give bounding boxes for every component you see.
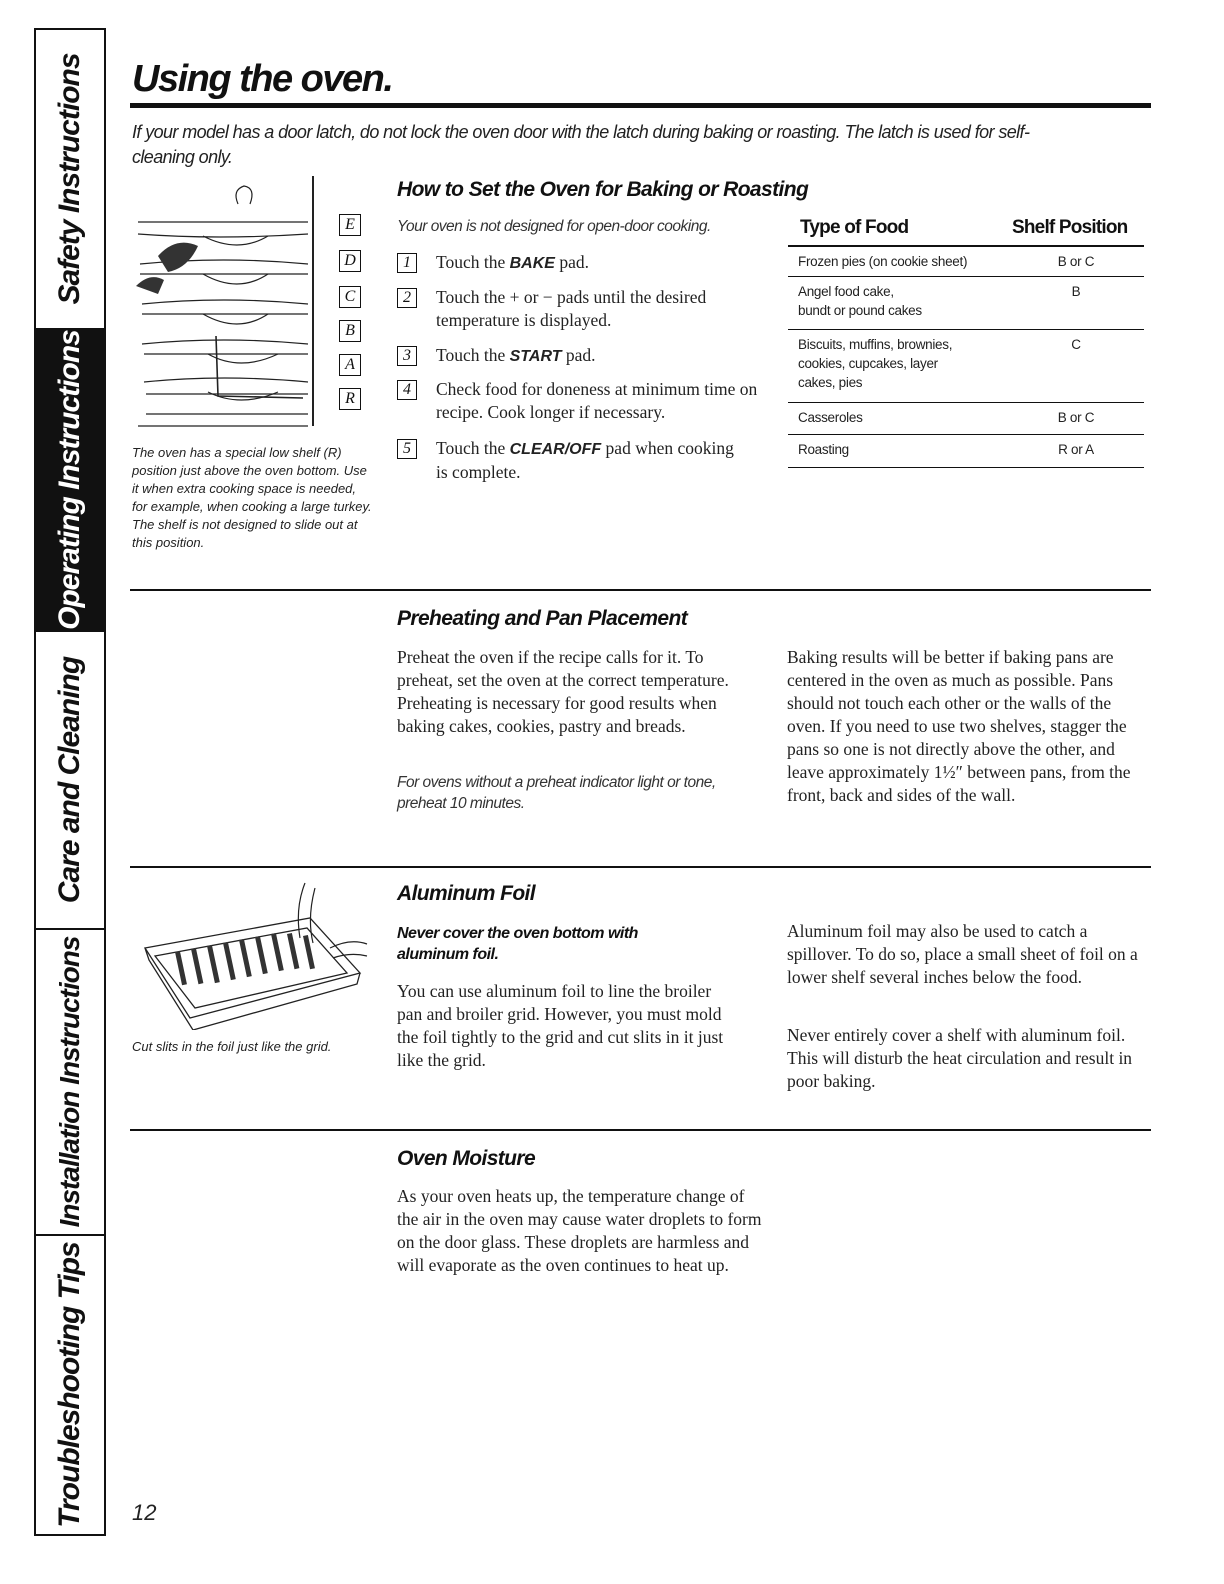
step-number: 1 [397, 253, 417, 273]
table-row: Angel food cake, bundt or pound cakes B [788, 277, 1144, 330]
shelf-letter-column [339, 214, 369, 414]
open-door-note: Your oven is not designed for open-door cooking. [397, 218, 711, 235]
shelf-letter-d: D [339, 250, 361, 272]
page-title: Using the oven. [132, 58, 393, 100]
section-divider [130, 589, 1151, 591]
foil-warning: Never cover the oven bottom with aluminum foil. [397, 925, 638, 963]
shelf-letter-b: B [339, 320, 361, 342]
tab-label: Care and Cleaning [53, 656, 86, 904]
moisture-heading: Oven Moisture [397, 1147, 536, 1170]
tab-operating-instructions[interactable] [36, 330, 104, 632]
table-row: Frozen pies (on cookie sheet) B or C [788, 247, 1144, 277]
tab-troubleshooting-tips[interactable] [36, 1236, 104, 1534]
tab-label: Operating Instructions [53, 330, 86, 630]
step-text: Touch the CLEAR/OFF pad when cooking is complete. [436, 438, 734, 482]
pan-placement-paragraph: Baking results will be better if baking pans are centered in the oven as much as possible. Pans should not touch each other or the walls of the oven. If you need to use two shelves, stagger the pans so one is not directly above the other, and leave approximately 1½″ between pans, from the front, back and sides of the wall. [787, 647, 1131, 805]
preheat-note: For ovens without a preheat indicator light or tone, preheat 10 minutes. [397, 774, 716, 812]
section-tab-bar [34, 28, 106, 1536]
page-number: 12 [132, 1500, 157, 1525]
header-shelf-position: Shelf Position [1012, 217, 1128, 238]
foil-paragraph-1: You can use aluminum foil to line the broiler pan and broiler grid. However, you must mold the foil tightly to the grid and cut slits in it just like the grid. [397, 981, 724, 1070]
step-text: Touch the + or − pads until the desired temperature is displayed. [436, 287, 707, 330]
tab-label: Safety Instructions [53, 53, 86, 305]
intro-text: If your model has a door latch, do not lock the oven door with the latch during baking or roasting. The latch is used for self-cleaning only. [132, 122, 1030, 167]
preheating-heading: Preheating and Pan Placement [397, 607, 688, 630]
tab-label: Installation Instructions [54, 936, 85, 1228]
tab-installation-instructions[interactable] [36, 930, 104, 1236]
preheating-paragraph: Preheat the oven if the recipe calls for it. To preheat, set the oven at the correct temperature. Preheating is necessary for good results when baking cakes, cookies, pastry and breads. [397, 647, 729, 736]
section-divider [130, 866, 1151, 868]
header-type-of-food: Type of Food [800, 217, 909, 238]
shelf-letter-e: E [339, 214, 361, 236]
step-number: 3 [397, 346, 417, 366]
moisture-paragraph: As your oven heats up, the temperature change of the air in the oven may cause water droplets to form on the door glass. These droplets are harmless and will evaporate as the oven continues to heat up. [397, 1186, 762, 1275]
step-number: 2 [397, 288, 417, 308]
shelf-letter-a: A [339, 354, 361, 376]
section-divider [130, 1129, 1151, 1131]
shelf-position-table [788, 215, 1144, 468]
shelf-letter-c: C [339, 286, 361, 308]
shelf-figure-caption: The oven has a special low shelf (R) position just above the oven bottom. Use it when extra cooking space is needed, for example, when cooking a large turkey. The shelf is not designed to slide out at this position. [132, 445, 372, 550]
shelf-letter-r: R [339, 388, 361, 410]
step-text: Touch the BAKE pad. [436, 252, 589, 272]
baking-heading: How to Set the Oven for Baking or Roasting [397, 178, 809, 201]
step-number: 5 [397, 439, 417, 459]
foil-figure-caption: Cut slits in the foil just like the grid. [132, 1039, 332, 1054]
tab-safety-instructions[interactable] [36, 30, 104, 330]
step-text: Touch the START pad. [436, 345, 596, 365]
foil-paragraph-3: Never entirely cover a shelf with aluminum foil. This will disturb the heat circulation and result in poor baking. [787, 1025, 1133, 1091]
tab-label: Troubleshooting Tips [53, 1242, 86, 1528]
table-row: Biscuits, muffins, brownies, cookies, cupcakes, layer cakes, pies C [788, 330, 1144, 403]
broiler-pan-foil-illustration [135, 878, 370, 1030]
step-number: 4 [397, 380, 417, 400]
table-header [788, 215, 1144, 247]
foil-paragraph-2: Aluminum foil may also be used to catch a spillover. To do so, place a small sheet of foil on a lower shelf several inches below the food. [787, 921, 1138, 987]
title-rule [130, 103, 1151, 108]
tab-care-and-cleaning[interactable] [36, 632, 104, 930]
step-text: Check food for doneness at minimum time on recipe. Cook longer if necessary. [436, 379, 758, 422]
table-row: Casseroles B or C [788, 403, 1144, 435]
table-row: Roasting R or A [788, 435, 1144, 468]
foil-heading: Aluminum Foil [397, 882, 536, 905]
